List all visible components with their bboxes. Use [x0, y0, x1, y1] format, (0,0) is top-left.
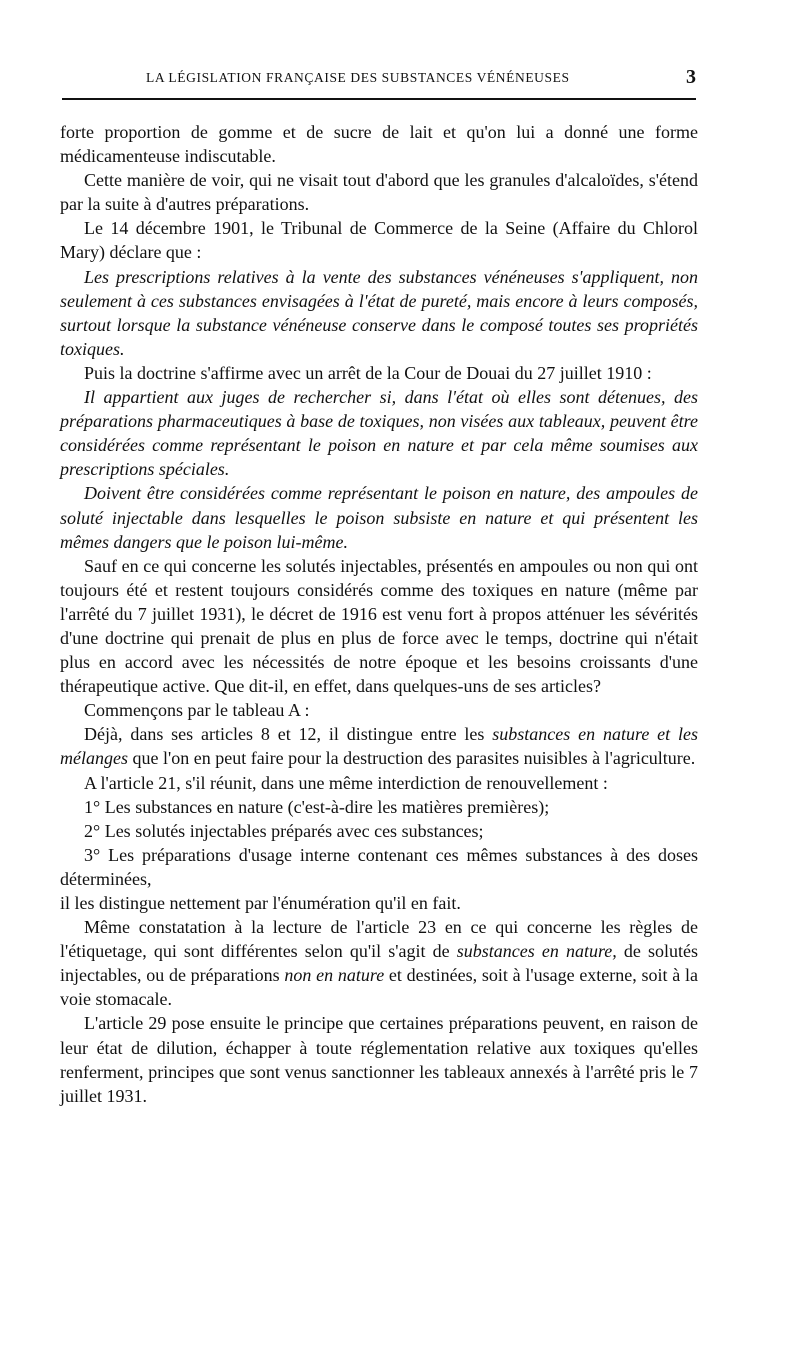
paragraph: Commençons par le tableau A : — [84, 700, 310, 721]
emphasis: substances en nature et les mélanges — [60, 724, 699, 769]
quotation: Doivent être considérées comme représentant le poison en nature, des ampoules de soluté injectable dans lesquelles le poison subsiste en nature et qui présentent les mêmes dangers que le poison lui-même. — [60, 483, 698, 552]
paragraph: Cette manière de voir, qui ne visait tout d'abord que les granules d'alcaloïdes, s'étend par la suite à d'autres préparations. — [60, 170, 698, 215]
paragraph: Le 14 décembre 1901, le Tribunal de Commerce de la Seine (Affaire du Chlorol Mary) déclare que : — [60, 218, 698, 263]
list-item: 2° Les solutés injectables préparés avec ces substances; — [84, 820, 484, 841]
running-title: LA LÉGISLATION FRANÇAISE DES SUBSTANCES VÉNÉNEUSES — [146, 70, 570, 85]
list-item: 3° Les préparations d'usage interne contenant ces mêmes substances à des doses déterminées, — [60, 844, 698, 889]
emphasis: non en nature — [284, 965, 385, 986]
header-rule — [62, 98, 696, 100]
paragraph — [60, 915, 698, 1011]
emphasis: substances en nature, — [456, 941, 617, 962]
paragraph: Sauf en ce qui concerne les solutés injectables, présentés en ampoules ou non qui ont toujours été et restent toujours considérés comme des toxiques en nature (même par l'arrêté du 7 juillet 1931), le décret de 1916 est venu fort à propos atténuer les sévérités d'une doctrine qui prenait de plus en plus de force avec le temps, doctrine qui n'était plus en accord avec les nécessités de notre époque et les besoins croissants d'une thérapeutique active. Que dit-il, en effet, dans quelques-uns de ses articles? — [60, 555, 698, 697]
text-run: que l'on en peut faire pour la destruction des parasites nuisibles à l'agriculture. — [127, 748, 696, 769]
paragraph: A l'article 21, s'il réunit, dans une même interdiction de renouvellement : — [84, 772, 608, 793]
text-run: de solutés injectables, ou de préparations — [60, 941, 699, 986]
paragraph: L'article 29 pose ensuite le principe que certaines préparations peuvent, en raison de leur état de dilution, échapper à toute réglementation relative aux toxiques qu'elles renferment, principes que sont venus sanctionner les tableaux annexés à l'arrêté pris le 7 juillet 1931. — [60, 1013, 698, 1106]
paragraph: il les distingue nettement par l'énumération qu'il en fait. — [60, 893, 461, 913]
quotation: Les prescriptions relatives à la vente des substances vénéneuses s'appliquent, non seulement à ces substances envisagées à l'état de pureté, mais encore à leurs composés, surtout lorsque la substance vénéneuse conserve dans le composé toutes ses propriétés toxiques. — [60, 266, 698, 359]
quotation: Il appartient aux juges de rechercher si, dans l'état où elles sont détenues, des préparations pharmaceutiques à base de toxiques, non visées aux tableaux, peuvent être considérées comme représentant le poison en nature et par cela même soumises aux prescriptions spéciales. — [60, 387, 698, 480]
paragraph: Puis la doctrine s'affirme avec un arrêt de la Cour de Douai du 27 juillet 1910 : — [84, 362, 652, 383]
list-item: 1° Les substances en nature (c'est-à-dire les matières premières); — [84, 796, 550, 817]
text-run: Même constatation à la lecture de l'article 23 en ce qui concerne les règles de l'étiquetage, qui sont différentes selon qu'il s'agit de — [60, 917, 698, 962]
page-number: 3 — [686, 66, 696, 88]
body-text — [60, 120, 698, 1108]
text-run: et destinées, soit à l'usage externe, soit à la voie stomacale. — [60, 965, 698, 1010]
paragraph: forte proportion de gomme et de sucre de lait et qu'on lui a donné une forme médicamenteuse indiscutable. — [60, 122, 698, 167]
paragraph — [60, 722, 698, 770]
text-run: Déjà, dans ses articles 8 et 12, il distingue entre les — [84, 724, 493, 745]
page-header — [62, 66, 696, 90]
